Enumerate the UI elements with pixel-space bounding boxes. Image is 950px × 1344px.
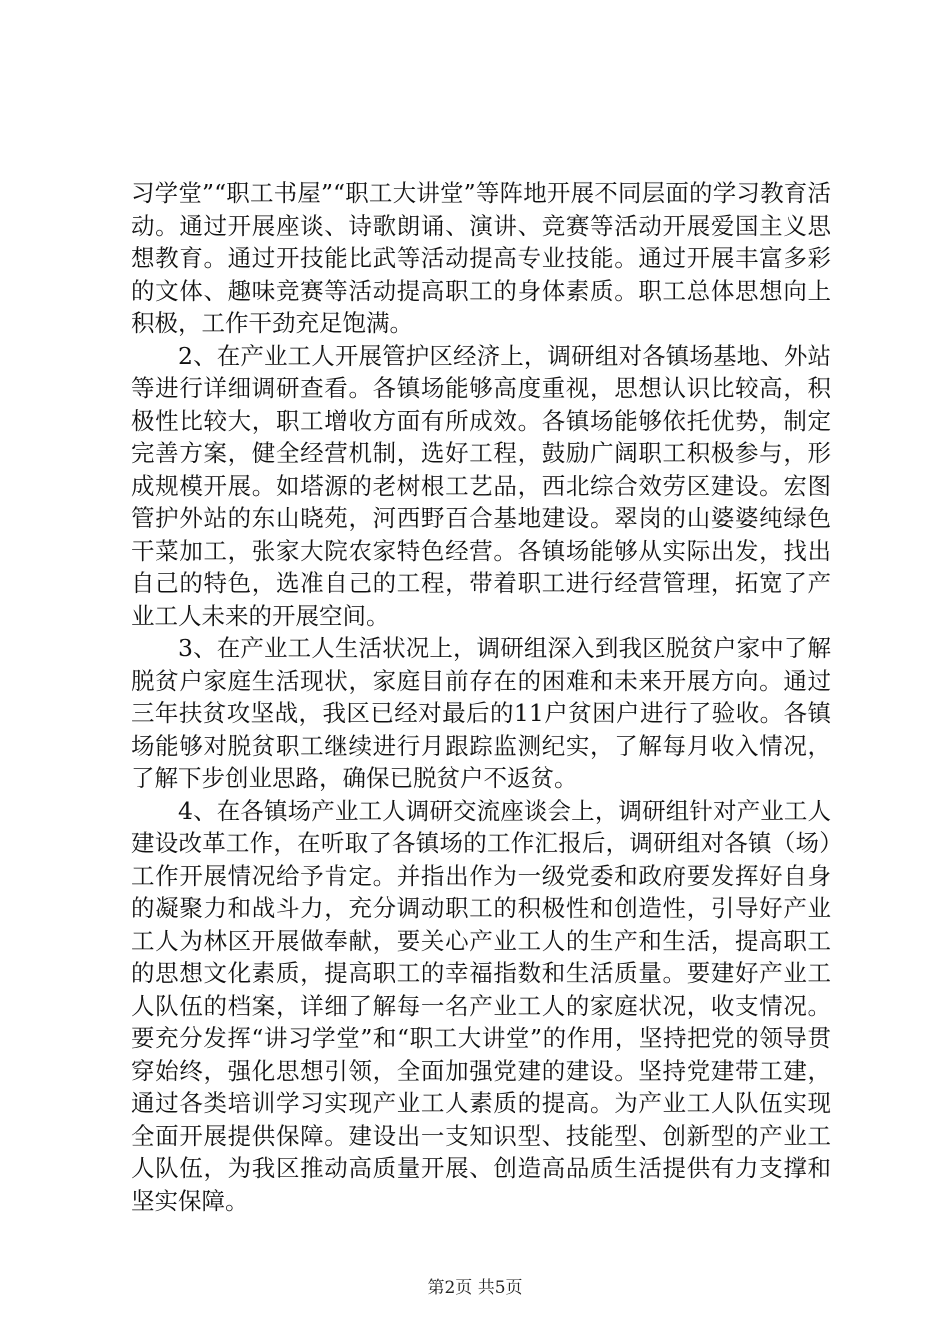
paragraph-continuation: 习学堂”“职工书屋”“职工大讲堂”等阵地开展不同层面的学习教育活动。通过开展座谈、诗歌朗诵、演讲、竞赛等活动开展爱国主义思想教育。通过开技能比武等活动提高专业技能。通过开展丰富多彩的文体、趣味竞赛等活动提高职工的身体素质。职工总体思想向上积极，工作干劲充足饱满。 bbox=[131, 179, 831, 337]
paragraph-4-symposium: 4、在各镇场产业工人调研交流座谈会上，调研组针对产业工人建设改革工作，在听取了各镇场的工作汇报后，调研组对各镇（场）工作开展情况给予肯定。并指出作为一级党委和政府要发挥好自身的凝聚力和战斗力，充分调动职工的积极性和创造性，引导好产业工人为林区开展做奉献，要关心产业工人的生产和生活，提高职工的思想文化素质，提高职工的幸福指数和生活质量。要建好产业工人队伍的档案，详细了解每一名产业工人的家庭状况，收支情况。要充分发挥“讲习学堂”和“职工大讲堂”的作用，坚持把党的领导贯穿始终，强化思想引领，全面加强党建的建设。坚持党建带工建，通过各类培训学习实现产业工人素质的提高。为产业工人队伍实现全面开展提供保障。建设出一支知识型、技能型、创新型的产业工人队伍，为我区推动高质量开展、创造高品质生活提供有力支撑和坚实保障。 bbox=[131, 796, 831, 1215]
page-number-footer: 第2页 共5页 bbox=[427, 1278, 523, 1298]
paragraph-3-living-conditions: 3、在产业工人生活状况上，调研组深入到我区脱贫户家中了解脱贫户家庭生活现状，家庭目前存在的困难和未来开展方向。通过三年扶贫攻坚战，我区已经对最后的11户贫困户进行了验收。各镇场能够对脱贫职工继续进行月跟踪监测纪实，了解每月收入情况，了解下步创业思路，确保已脱贫户不返贫。 bbox=[131, 634, 831, 792]
document-body bbox=[131, 177, 831, 1217]
paragraph-2-economy: 2、在产业工人开展管护区经济上，调研组对各镇场基地、外站等进行详细调研查看。各镇场能够高度重视，思想认识比较高，积极性比较大，职工增收方面有所成效。各镇场能够依托优势，制定完善方案，健全经营机制，选好工程，鼓励广阔职工积极参与，形成规模开展。如塔源的老树根工艺品，西北综合效劳区建设。宏图管护外站的东山晓苑，河西野百合基地建设。翠岗的山婆婆纯绿色干菜加工，张家大院农家特色经营。各镇场能够从实际出发，找出自己的特色，选准自己的工程，带着职工进行经营管理，拓宽了产业工人未来的开展空间。 bbox=[131, 341, 831, 630]
